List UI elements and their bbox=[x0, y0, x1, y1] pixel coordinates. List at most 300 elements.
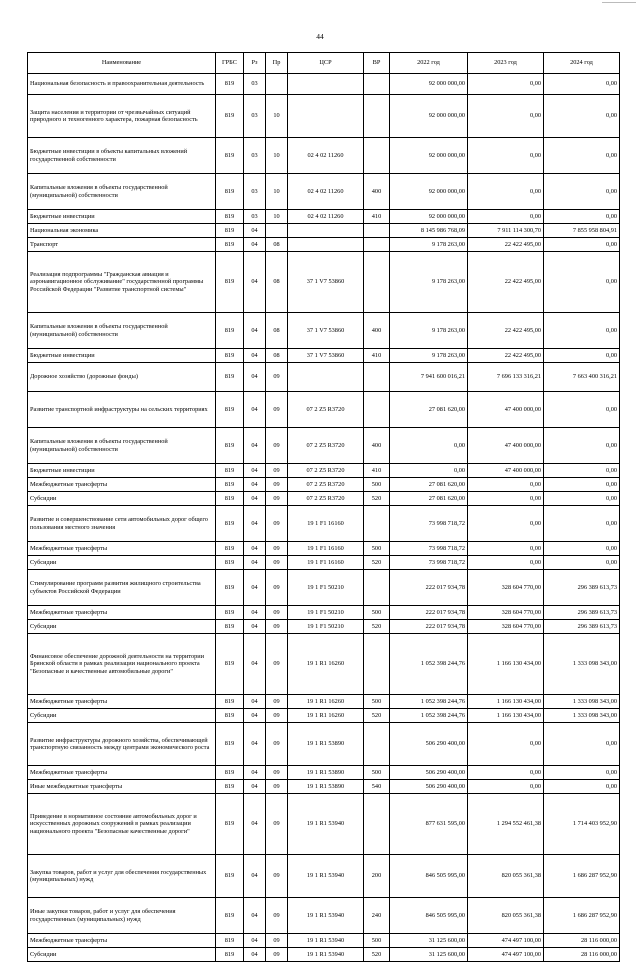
csr-cell: 37 1 V7 53860 bbox=[288, 313, 364, 349]
row-name-cell: Межбюджетные трансферты bbox=[28, 766, 216, 780]
vr-cell: 410 bbox=[364, 349, 390, 363]
amount-2022-cell: 222 017 934,78 bbox=[390, 570, 468, 606]
grbs-cell: 819 bbox=[216, 492, 244, 506]
row-name-cell: Закупка товаров, работ и услуг для обеспечения государственных (муниципальных) нужд bbox=[28, 855, 216, 898]
row-name-cell: Защита населения и территории от чрезвычайных ситуаций природного и техногенного характера, пожарная безопасность bbox=[28, 95, 216, 138]
table-row bbox=[28, 855, 620, 898]
pr-cell: 09 bbox=[266, 506, 288, 542]
amount-2023-cell: 820 055 361,38 bbox=[468, 898, 544, 934]
grbs-cell: 819 bbox=[216, 95, 244, 138]
table-row bbox=[28, 313, 620, 349]
amount-2023-cell: 0,00 bbox=[468, 492, 544, 506]
vr-cell: 400 bbox=[364, 428, 390, 464]
table-row bbox=[28, 556, 620, 570]
pr-cell: 09 bbox=[266, 695, 288, 709]
row-name-cell: Развитие и совершенствование сети автомобильных дорог общего пользования местного значения bbox=[28, 506, 216, 542]
amount-2024-cell: 0,00 bbox=[544, 349, 620, 363]
amount-2022-cell: 506 290 400,00 bbox=[390, 723, 468, 766]
table-row bbox=[28, 766, 620, 780]
csr-cell bbox=[288, 363, 364, 392]
table-row bbox=[28, 723, 620, 766]
rz-cell: 04 bbox=[244, 766, 266, 780]
csr-cell: 19 1 F1 16160 bbox=[288, 506, 364, 542]
amount-2023-cell: 47 400 000,00 bbox=[468, 428, 544, 464]
amount-2022-cell: 9 178 263,00 bbox=[390, 313, 468, 349]
row-name-cell: Реализация подпрограммы "Гражданская авиация и аэронавигационное обслуживание" государственной программы Российской Федерации "Развитие транспортной системы" bbox=[28, 252, 216, 313]
csr-cell: 19 1 R1 53890 bbox=[288, 723, 364, 766]
amount-2022-cell: 1 052 398 244,76 bbox=[390, 709, 468, 723]
pr-cell: 10 bbox=[266, 138, 288, 174]
row-name-cell: Межбюджетные трансферты bbox=[28, 542, 216, 556]
csr-cell bbox=[288, 224, 364, 238]
amount-2024-cell: 0,00 bbox=[544, 95, 620, 138]
rz-cell: 04 bbox=[244, 349, 266, 363]
rz-cell: 04 bbox=[244, 780, 266, 794]
pr-cell: 10 bbox=[266, 174, 288, 210]
csr-cell: 19 1 R1 53940 bbox=[288, 898, 364, 934]
amount-2023-cell: 0,00 bbox=[468, 478, 544, 492]
grbs-cell: 819 bbox=[216, 766, 244, 780]
pr-cell: 09 bbox=[266, 556, 288, 570]
vr-cell bbox=[364, 138, 390, 174]
pr-cell bbox=[266, 224, 288, 238]
vr-cell: 400 bbox=[364, 174, 390, 210]
csr-cell: 07 2 Z5 R3720 bbox=[288, 428, 364, 464]
pr-cell: 10 bbox=[266, 210, 288, 224]
vr-cell: 540 bbox=[364, 780, 390, 794]
amount-2022-cell: 8 145 986 768,09 bbox=[390, 224, 468, 238]
rz-cell: 04 bbox=[244, 634, 266, 695]
rz-cell: 04 bbox=[244, 478, 266, 492]
amount-2023-cell: 22 422 495,00 bbox=[468, 313, 544, 349]
rz-cell: 04 bbox=[244, 428, 266, 464]
amount-2024-cell: 0,00 bbox=[544, 478, 620, 492]
amount-2024-cell: 296 389 613,73 bbox=[544, 606, 620, 620]
row-name-cell: Национальная безопасность и правоохранительная деятельность bbox=[28, 74, 216, 95]
amount-2022-cell: 222 017 934,78 bbox=[390, 606, 468, 620]
csr-cell: 02 4 02 11260 bbox=[288, 174, 364, 210]
amount-2022-cell: 9 178 263,00 bbox=[390, 238, 468, 252]
csr-cell: 19 1 R1 53940 bbox=[288, 934, 364, 948]
table-row bbox=[28, 363, 620, 392]
grbs-cell: 819 bbox=[216, 780, 244, 794]
table-row bbox=[28, 794, 620, 855]
row-name-cell: Развитие инфраструктуры дорожного хозяйства, обеспечивающей транспортную связанность между центрами экономического роста bbox=[28, 723, 216, 766]
vr-cell: 500 bbox=[364, 766, 390, 780]
amount-2023-cell: 22 422 495,00 bbox=[468, 252, 544, 313]
rz-cell: 04 bbox=[244, 855, 266, 898]
grbs-cell: 819 bbox=[216, 620, 244, 634]
grbs-cell: 819 bbox=[216, 238, 244, 252]
rz-cell: 04 bbox=[244, 723, 266, 766]
row-name-cell: Межбюджетные трансферты bbox=[28, 695, 216, 709]
grbs-cell: 819 bbox=[216, 224, 244, 238]
amount-2022-cell: 27 081 620,00 bbox=[390, 478, 468, 492]
amount-2024-cell: 0,00 bbox=[544, 252, 620, 313]
table-row bbox=[28, 238, 620, 252]
vr-cell bbox=[364, 794, 390, 855]
amount-2022-cell: 1 052 398 244,76 bbox=[390, 634, 468, 695]
rz-cell: 04 bbox=[244, 363, 266, 392]
amount-2022-cell: 877 631 595,00 bbox=[390, 794, 468, 855]
csr-cell: 19 1 R1 53940 bbox=[288, 855, 364, 898]
csr-cell: 19 1 F1 50210 bbox=[288, 620, 364, 634]
amount-2023-cell: 47 400 000,00 bbox=[468, 464, 544, 478]
amount-2023-cell: 0,00 bbox=[468, 95, 544, 138]
vr-cell bbox=[364, 392, 390, 428]
row-name-cell: Транспорт bbox=[28, 238, 216, 252]
header-vr: ВР bbox=[364, 53, 390, 74]
csr-cell: 19 1 F1 50210 bbox=[288, 570, 364, 606]
amount-2023-cell: 328 604 770,00 bbox=[468, 606, 544, 620]
vr-cell: 500 bbox=[364, 934, 390, 948]
header-2024: 2024 год bbox=[544, 53, 620, 74]
amount-2024-cell: 0,00 bbox=[544, 428, 620, 464]
amount-2023-cell: 7 911 114 300,70 bbox=[468, 224, 544, 238]
amount-2023-cell: 820 055 361,38 bbox=[468, 855, 544, 898]
table-row bbox=[28, 174, 620, 210]
grbs-cell: 819 bbox=[216, 174, 244, 210]
table-row bbox=[28, 606, 620, 620]
grbs-cell: 819 bbox=[216, 313, 244, 349]
rz-cell: 04 bbox=[244, 224, 266, 238]
amount-2023-cell: 1 166 130 434,00 bbox=[468, 709, 544, 723]
amount-2023-cell: 22 422 495,00 bbox=[468, 238, 544, 252]
table-row bbox=[28, 695, 620, 709]
csr-cell: 07 2 Z5 R3720 bbox=[288, 478, 364, 492]
amount-2022-cell: 0,00 bbox=[390, 464, 468, 478]
table-row bbox=[28, 620, 620, 634]
amount-2022-cell: 92 000 000,00 bbox=[390, 174, 468, 210]
table-row bbox=[28, 934, 620, 948]
grbs-cell: 819 bbox=[216, 794, 244, 855]
pr-cell: 10 bbox=[266, 95, 288, 138]
table-row bbox=[28, 898, 620, 934]
row-name-cell: Бюджетные инвестиции bbox=[28, 349, 216, 363]
grbs-cell: 819 bbox=[216, 392, 244, 428]
vr-cell: 520 bbox=[364, 492, 390, 506]
amount-2024-cell: 7 855 958 804,91 bbox=[544, 224, 620, 238]
grbs-cell: 819 bbox=[216, 948, 244, 962]
grbs-cell: 819 bbox=[216, 138, 244, 174]
csr-cell: 19 1 R1 16260 bbox=[288, 709, 364, 723]
csr-cell: 19 1 R1 53940 bbox=[288, 794, 364, 855]
pr-cell: 09 bbox=[266, 570, 288, 606]
amount-2024-cell: 0,00 bbox=[544, 210, 620, 224]
row-name-cell: Капитальные вложения в объекты государственной (муниципальной) собственности bbox=[28, 428, 216, 464]
header-grbs: ГРБС bbox=[216, 53, 244, 74]
pr-cell: 08 bbox=[266, 349, 288, 363]
amount-2022-cell: 92 000 000,00 bbox=[390, 210, 468, 224]
rz-cell: 04 bbox=[244, 542, 266, 556]
pr-cell: 08 bbox=[266, 313, 288, 349]
amount-2024-cell: 28 116 000,00 bbox=[544, 934, 620, 948]
amount-2023-cell: 0,00 bbox=[468, 138, 544, 174]
pr-cell: 09 bbox=[266, 766, 288, 780]
table-header-row bbox=[28, 53, 620, 74]
pr-cell: 09 bbox=[266, 392, 288, 428]
table-row bbox=[28, 780, 620, 794]
csr-cell: 07 2 Z5 R3720 bbox=[288, 492, 364, 506]
amount-2024-cell: 0,00 bbox=[544, 392, 620, 428]
table-row bbox=[28, 392, 620, 428]
vr-cell bbox=[364, 570, 390, 606]
vr-cell bbox=[364, 634, 390, 695]
csr-cell: 37 1 V7 53860 bbox=[288, 349, 364, 363]
vr-cell bbox=[364, 238, 390, 252]
grbs-cell: 819 bbox=[216, 709, 244, 723]
row-name-cell: Субсидии bbox=[28, 556, 216, 570]
csr-cell: 19 1 F1 16160 bbox=[288, 542, 364, 556]
grbs-cell: 819 bbox=[216, 556, 244, 570]
table-row bbox=[28, 948, 620, 962]
grbs-cell: 819 bbox=[216, 464, 244, 478]
amount-2022-cell: 31 125 600,00 bbox=[390, 934, 468, 948]
amount-2023-cell: 0,00 bbox=[468, 780, 544, 794]
pr-cell: 09 bbox=[266, 634, 288, 695]
table-row bbox=[28, 95, 620, 138]
header-name: Наименование bbox=[28, 53, 216, 74]
rz-cell: 04 bbox=[244, 709, 266, 723]
rz-cell: 04 bbox=[244, 392, 266, 428]
table-row bbox=[28, 464, 620, 478]
vr-cell: 410 bbox=[364, 210, 390, 224]
pr-cell: 09 bbox=[266, 542, 288, 556]
row-name-cell: Стимулирование программ развития жилищного строительства субъектов Российской Федерации bbox=[28, 570, 216, 606]
grbs-cell: 819 bbox=[216, 363, 244, 392]
grbs-cell: 819 bbox=[216, 723, 244, 766]
amount-2024-cell: 296 389 613,73 bbox=[544, 570, 620, 606]
amount-2022-cell: 92 000 000,00 bbox=[390, 74, 468, 95]
amount-2022-cell: 9 178 263,00 bbox=[390, 252, 468, 313]
rz-cell: 04 bbox=[244, 238, 266, 252]
amount-2024-cell: 0,00 bbox=[544, 780, 620, 794]
row-name-cell: Иные закупки товаров, работ и услуг для обеспечения государственных (муниципальных) нужд bbox=[28, 898, 216, 934]
pr-cell: 08 bbox=[266, 252, 288, 313]
amount-2023-cell: 0,00 bbox=[468, 174, 544, 210]
scan-edge-mark bbox=[602, 2, 636, 5]
header-2023: 2023 год bbox=[468, 53, 544, 74]
vr-cell: 400 bbox=[364, 313, 390, 349]
vr-cell: 240 bbox=[364, 898, 390, 934]
amount-2024-cell: 0,00 bbox=[544, 238, 620, 252]
budget-table bbox=[27, 52, 620, 962]
amount-2022-cell: 846 505 995,00 bbox=[390, 855, 468, 898]
vr-cell: 520 bbox=[364, 620, 390, 634]
csr-cell bbox=[288, 238, 364, 252]
pr-cell: 09 bbox=[266, 723, 288, 766]
grbs-cell: 819 bbox=[216, 74, 244, 95]
amount-2024-cell: 0,00 bbox=[544, 766, 620, 780]
rz-cell: 04 bbox=[244, 570, 266, 606]
vr-cell: 500 bbox=[364, 542, 390, 556]
rz-cell: 03 bbox=[244, 210, 266, 224]
row-name-cell: Национальная экономика bbox=[28, 224, 216, 238]
pr-cell: 09 bbox=[266, 492, 288, 506]
vr-cell: 520 bbox=[364, 948, 390, 962]
amount-2024-cell: 0,00 bbox=[544, 313, 620, 349]
amount-2024-cell: 0,00 bbox=[544, 506, 620, 542]
rz-cell: 04 bbox=[244, 606, 266, 620]
row-name-cell: Приведение в нормативное состояние автомобильных дорог и искусственных дорожных сооружений в рамках реализации национального проекта "Безопасные качественные дороги" bbox=[28, 794, 216, 855]
vr-cell: 500 bbox=[364, 478, 390, 492]
rz-cell: 03 bbox=[244, 138, 266, 174]
amount-2024-cell: 0,00 bbox=[544, 74, 620, 95]
amount-2022-cell: 73 998 718,72 bbox=[390, 556, 468, 570]
vr-cell bbox=[364, 723, 390, 766]
row-name-cell: Дорожное хозяйство (дорожные фонды) bbox=[28, 363, 216, 392]
amount-2024-cell: 296 389 613,73 bbox=[544, 620, 620, 634]
vr-cell: 500 bbox=[364, 606, 390, 620]
amount-2022-cell: 9 178 263,00 bbox=[390, 349, 468, 363]
table-row bbox=[28, 210, 620, 224]
grbs-cell: 819 bbox=[216, 570, 244, 606]
rz-cell: 03 bbox=[244, 95, 266, 138]
pr-cell: 09 bbox=[266, 363, 288, 392]
amount-2022-cell: 7 941 600 016,21 bbox=[390, 363, 468, 392]
amount-2023-cell: 22 422 495,00 bbox=[468, 349, 544, 363]
amount-2023-cell: 0,00 bbox=[468, 766, 544, 780]
vr-cell: 520 bbox=[364, 709, 390, 723]
table-row bbox=[28, 349, 620, 363]
table-row bbox=[28, 74, 620, 95]
rz-cell: 03 bbox=[244, 74, 266, 95]
amount-2024-cell: 0,00 bbox=[544, 464, 620, 478]
grbs-cell: 819 bbox=[216, 506, 244, 542]
amount-2023-cell: 1 166 130 434,00 bbox=[468, 634, 544, 695]
vr-cell bbox=[364, 74, 390, 95]
amount-2022-cell: 506 290 400,00 bbox=[390, 766, 468, 780]
amount-2023-cell: 47 400 000,00 bbox=[468, 392, 544, 428]
vr-cell bbox=[364, 95, 390, 138]
pr-cell: 09 bbox=[266, 709, 288, 723]
csr-cell: 19 1 R1 16260 bbox=[288, 695, 364, 709]
grbs-cell: 819 bbox=[216, 606, 244, 620]
rz-cell: 04 bbox=[244, 948, 266, 962]
header-pr: Пр bbox=[266, 53, 288, 74]
csr-cell: 02 4 02 11260 bbox=[288, 210, 364, 224]
amount-2022-cell: 73 998 718,72 bbox=[390, 506, 468, 542]
grbs-cell: 819 bbox=[216, 252, 244, 313]
row-name-cell: Финансовое обеспечение дорожной деятельности на территории Брянской области в рамках реализации национального проекта "Безопасные и качественные автомобильные дороги" bbox=[28, 634, 216, 695]
amount-2024-cell: 0,00 bbox=[544, 723, 620, 766]
amount-2022-cell: 31 125 600,00 bbox=[390, 948, 468, 962]
row-name-cell: Развитие транспортной инфраструктуры на сельских территориях bbox=[28, 392, 216, 428]
amount-2022-cell: 846 505 995,00 bbox=[390, 898, 468, 934]
amount-2024-cell: 1 714 403 952,90 bbox=[544, 794, 620, 855]
vr-cell bbox=[364, 224, 390, 238]
table-row bbox=[28, 570, 620, 606]
rz-cell: 04 bbox=[244, 506, 266, 542]
amount-2023-cell: 0,00 bbox=[468, 210, 544, 224]
table-row bbox=[28, 252, 620, 313]
rz-cell: 03 bbox=[244, 174, 266, 210]
grbs-cell: 819 bbox=[216, 210, 244, 224]
amount-2023-cell: 1 294 552 461,38 bbox=[468, 794, 544, 855]
csr-cell: 19 1 R1 16260 bbox=[288, 634, 364, 695]
amount-2022-cell: 92 000 000,00 bbox=[390, 95, 468, 138]
pr-cell: 09 bbox=[266, 934, 288, 948]
row-name-cell: Бюджетные инвестиции в объекты капитальных вложений государственной собственности bbox=[28, 138, 216, 174]
amount-2024-cell: 1 686 287 952,90 bbox=[544, 855, 620, 898]
row-name-cell: Капитальные вложения в объекты государственной (муниципальной) собственности bbox=[28, 313, 216, 349]
header-csr: ЦСР bbox=[288, 53, 364, 74]
table-row bbox=[28, 224, 620, 238]
amount-2022-cell: 506 290 400,00 bbox=[390, 780, 468, 794]
amount-2024-cell: 28 116 000,00 bbox=[544, 948, 620, 962]
amount-2022-cell: 73 998 718,72 bbox=[390, 542, 468, 556]
rz-cell: 04 bbox=[244, 252, 266, 313]
amount-2023-cell: 0,00 bbox=[468, 542, 544, 556]
row-name-cell: Капитальные вложения в объекты государственной (муниципальной) собственности bbox=[28, 174, 216, 210]
amount-2023-cell: 328 604 770,00 bbox=[468, 570, 544, 606]
amount-2022-cell: 92 000 000,00 bbox=[390, 138, 468, 174]
grbs-cell: 819 bbox=[216, 695, 244, 709]
pr-cell: 09 bbox=[266, 898, 288, 934]
csr-cell: 19 1 F1 50210 bbox=[288, 606, 364, 620]
csr-cell bbox=[288, 95, 364, 138]
pr-cell: 09 bbox=[266, 428, 288, 464]
csr-cell bbox=[288, 74, 364, 95]
vr-cell: 520 bbox=[364, 556, 390, 570]
csr-cell: 07 2 Z5 R3720 bbox=[288, 464, 364, 478]
amount-2023-cell: 0,00 bbox=[468, 723, 544, 766]
table-row bbox=[28, 478, 620, 492]
amount-2024-cell: 0,00 bbox=[544, 138, 620, 174]
table-row bbox=[28, 428, 620, 464]
header-rz: Рз bbox=[244, 53, 266, 74]
pr-cell: 08 bbox=[266, 238, 288, 252]
pr-cell: 09 bbox=[266, 464, 288, 478]
grbs-cell: 819 bbox=[216, 428, 244, 464]
pr-cell: 09 bbox=[266, 948, 288, 962]
rz-cell: 04 bbox=[244, 556, 266, 570]
pr-cell: 09 bbox=[266, 606, 288, 620]
rz-cell: 04 bbox=[244, 695, 266, 709]
amount-2024-cell: 1 686 287 952,90 bbox=[544, 898, 620, 934]
amount-2024-cell: 1 333 098 343,00 bbox=[544, 695, 620, 709]
amount-2024-cell: 7 663 400 316,21 bbox=[544, 363, 620, 392]
amount-2022-cell: 27 081 620,00 bbox=[390, 392, 468, 428]
amount-2023-cell: 1 166 130 434,00 bbox=[468, 695, 544, 709]
row-name-cell: Субсидии bbox=[28, 492, 216, 506]
grbs-cell: 819 bbox=[216, 478, 244, 492]
vr-cell: 200 bbox=[364, 855, 390, 898]
csr-cell: 37 1 V7 53860 bbox=[288, 252, 364, 313]
csr-cell: 19 1 R1 53940 bbox=[288, 948, 364, 962]
grbs-cell: 819 bbox=[216, 898, 244, 934]
grbs-cell: 819 bbox=[216, 855, 244, 898]
row-name-cell: Иные межбюджетные трансферты bbox=[28, 780, 216, 794]
row-name-cell: Субсидии bbox=[28, 620, 216, 634]
amount-2023-cell: 0,00 bbox=[468, 506, 544, 542]
vr-cell bbox=[364, 506, 390, 542]
vr-cell: 410 bbox=[364, 464, 390, 478]
rz-cell: 04 bbox=[244, 934, 266, 948]
rz-cell: 04 bbox=[244, 898, 266, 934]
vr-cell bbox=[364, 252, 390, 313]
amount-2024-cell: 1 333 098 343,00 bbox=[544, 709, 620, 723]
csr-cell: 19 1 R1 53890 bbox=[288, 766, 364, 780]
rz-cell: 04 bbox=[244, 492, 266, 506]
table-row bbox=[28, 492, 620, 506]
amount-2022-cell: 27 081 620,00 bbox=[390, 492, 468, 506]
row-name-cell: Субсидии bbox=[28, 948, 216, 962]
pr-cell: 09 bbox=[266, 855, 288, 898]
grbs-cell: 819 bbox=[216, 634, 244, 695]
table-row bbox=[28, 506, 620, 542]
pr-cell: 09 bbox=[266, 478, 288, 492]
